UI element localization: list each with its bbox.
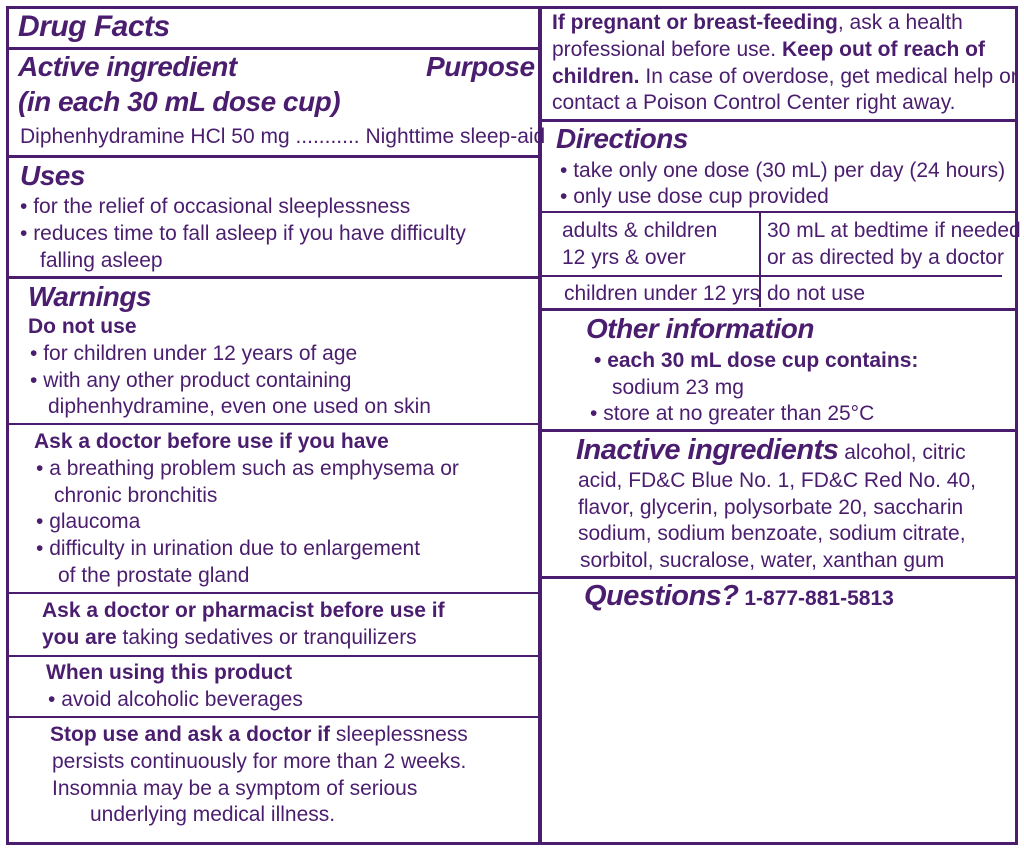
- stop-use-bold: Stop use and ask a doctor if: [50, 723, 331, 746]
- uses-heading: Uses: [20, 160, 85, 191]
- directions-item-1: • take only one dose (30 mL) per day (24 hours): [560, 160, 1005, 181]
- directions-heading: Directions: [556, 123, 688, 154]
- pregnant-bold: If pregnant or breast-feeding: [552, 11, 838, 34]
- stop-use-rest: sleeplessness: [330, 723, 468, 746]
- ask-pharmacist-bold: you are: [42, 626, 117, 649]
- table-row1-col1-line1: adults & children: [562, 219, 718, 242]
- pregnant-divider: [542, 119, 1015, 122]
- active-divider: [9, 155, 538, 158]
- do-not-use-item-1: • for children under 12 years of age: [30, 343, 357, 364]
- active-ingredient-line: Diphenhydramine HCl 50 mg ........... Nighttime sleep-aid: [20, 125, 546, 148]
- ask-pharmacist-line-2: [42, 627, 417, 648]
- stop-use-line-4: underlying medical illness.: [90, 803, 336, 826]
- pregnant-line-2-text: professional before use.: [552, 38, 782, 61]
- warnings-divider-3: [9, 655, 538, 657]
- questions-phone: 1-877-881-5813: [738, 587, 894, 610]
- ask-doctor-heading: Ask a doctor before use if you have: [34, 430, 389, 453]
- inactive-divider: [542, 576, 1015, 579]
- overdose-text: In case of overdose, get medical help or: [639, 65, 1018, 88]
- purpose-heading: Purpose: [426, 51, 535, 82]
- questions-heading: Questions?: [584, 580, 739, 612]
- table-row1-col2-line1: 30 mL at bedtime if needed: [767, 219, 1021, 242]
- warnings-divider-4: [9, 716, 538, 718]
- directions-divider: [542, 308, 1015, 311]
- inactive-line-1-rest: alcohol, citric: [838, 441, 966, 464]
- children-bold: children.: [552, 65, 640, 88]
- ask-doctor-item-1: • a breathing problem such as emphysema or: [36, 458, 459, 479]
- do-not-use-item-2-cont: diphenhydramine, even one used on skin: [48, 395, 431, 418]
- directions-table-top: [542, 211, 1015, 213]
- pregnant-rest: , ask a health: [837, 11, 963, 34]
- ask-doctor-item-3: • difficulty in urination due to enlargement: [36, 538, 420, 559]
- active-ingredient-subheading: (in each 30 mL dose cup): [18, 86, 341, 117]
- pregnant-line-2: [552, 39, 985, 60]
- uses-item-2: • reduces time to fall asleep if you have difficulty: [20, 223, 466, 244]
- uses-divider: [9, 276, 538, 279]
- inactive-ingredients-heading: Inactive ingredients: [576, 434, 839, 466]
- table-row1-col1-line2: 12 yrs & over: [562, 246, 686, 269]
- do-not-use-heading: Do not use: [28, 315, 137, 338]
- other-info-item-1-cont: sodium 23 mg: [612, 376, 744, 399]
- uses-item-1: • for the relief of occasional sleeplessness: [20, 196, 410, 217]
- warnings-heading: Warnings: [28, 281, 152, 312]
- other-information-heading: Other information: [586, 313, 814, 344]
- when-using-item-1: • avoid alcoholic beverages: [48, 689, 303, 710]
- pregnant-line-3: [552, 66, 1018, 87]
- directions-table-row-divider: [542, 275, 1002, 277]
- do-not-use-item-2: • with any other product containing: [30, 370, 351, 391]
- questions-line: [584, 582, 894, 611]
- uses-item-2-cont: falling asleep: [40, 249, 163, 272]
- stop-use-line-3: Insomnia may be a symptom of serious: [52, 777, 418, 800]
- warnings-divider-2: [9, 592, 538, 594]
- other-divider: [542, 429, 1015, 432]
- inactive-line-3: flavor, glycerin, polysorbate 20, saccharin: [578, 496, 964, 519]
- ask-doctor-item-2: • glaucoma: [36, 511, 140, 532]
- other-info-item-2: • store at no greater than 25°C: [590, 403, 874, 424]
- table-row2-col1: children under 12 yrs: [564, 282, 761, 305]
- other-info-item-1: • each 30 mL dose cup contains:: [594, 350, 918, 371]
- inactive-line-5: sorbitol, sucralose, water, xanthan gum: [580, 549, 945, 572]
- ask-pharmacist-heading: Ask a doctor or pharmacist before use if: [42, 599, 445, 622]
- table-row1-col2-line2: or as directed by a doctor: [767, 246, 1004, 269]
- inactive-line-4: sodium, sodium benzoate, sodium citrate,: [578, 522, 966, 545]
- ask-pharmacist-rest: taking sedatives or tranquilizers: [116, 626, 417, 649]
- ask-doctor-item-3-cont: of the prostate gland: [58, 564, 250, 587]
- title-divider: [9, 47, 538, 50]
- active-ingredient-heading: Active ingredient: [18, 51, 237, 82]
- pregnant-line-4: contact a Poison Control Center right away.: [552, 91, 956, 114]
- inactive-line-2: acid, FD&C Blue No. 1, FD&C Red No. 40,: [578, 469, 976, 492]
- when-using-heading: When using this product: [46, 661, 293, 684]
- stop-use-line-1: [50, 724, 468, 745]
- keep-out-bold: Keep out of reach of: [781, 38, 986, 61]
- drug-facts-title: Drug Facts: [18, 10, 170, 43]
- stop-use-line-2: persists continuously for more than 2 weeks.: [52, 750, 467, 773]
- ask-doctor-item-1-cont: chronic bronchitis: [54, 484, 218, 507]
- table-row2-col2: do not use: [767, 282, 866, 305]
- inactive-line-1: [576, 436, 966, 465]
- warnings-divider-1: [9, 423, 538, 425]
- directions-item-2: • only use dose cup provided: [560, 186, 829, 207]
- pregnant-line-1: [552, 12, 963, 33]
